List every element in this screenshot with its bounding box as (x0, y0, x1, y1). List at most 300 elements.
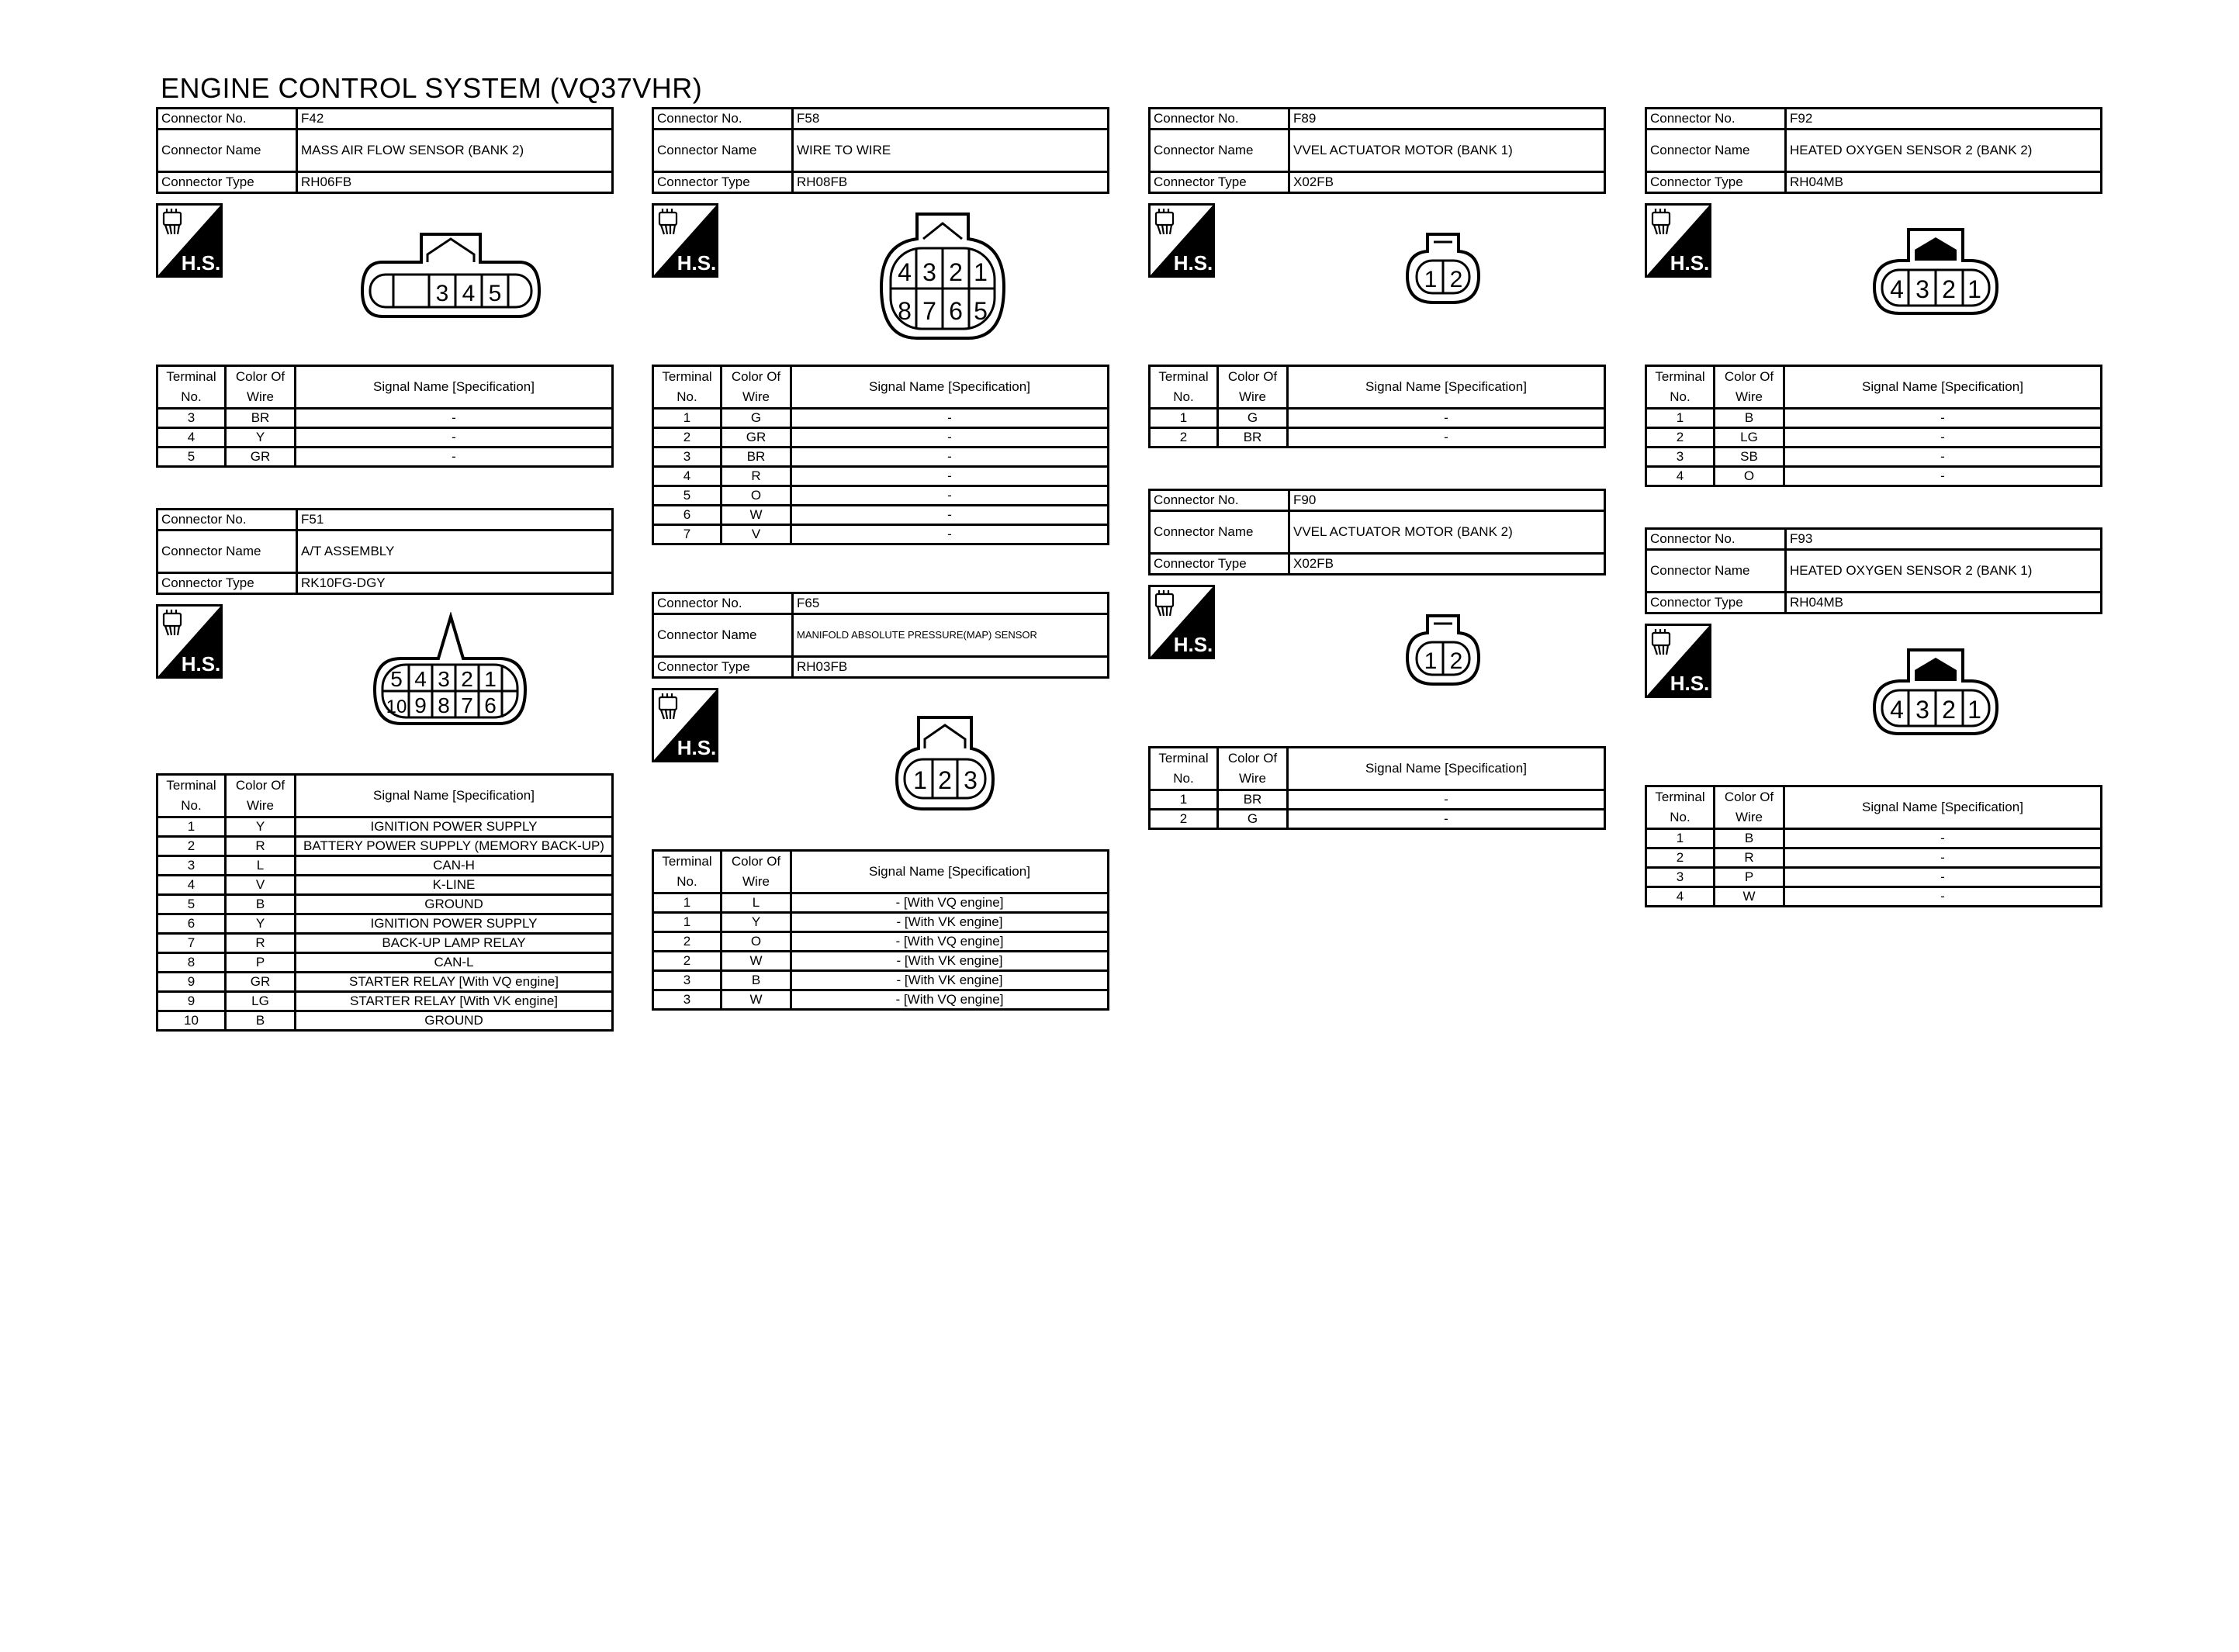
terminal-number-cell: 1 (653, 409, 722, 428)
signal-name-cell: - (1288, 409, 1605, 428)
signal-header: Signal Name [Specification] (1784, 786, 2102, 829)
table-row (157, 973, 613, 992)
connector-no-label: Connector No. (1646, 109, 1786, 130)
table-row (1646, 887, 2102, 907)
terminal-number-cell: 2 (1150, 810, 1218, 829)
connector-no-label: Connector No. (157, 109, 297, 130)
pin-label: 4 (898, 258, 912, 286)
pin-label: 10 (386, 696, 407, 717)
pin-label: 3 (1915, 275, 1929, 303)
signal-name-cell: - [With VQ engine] (791, 893, 1109, 913)
pin-label: 5 (390, 667, 403, 691)
connector-type-label: Connector Type (653, 657, 793, 678)
pin-label: H.S. (677, 736, 717, 759)
table-row (653, 990, 1109, 1010)
signal-header: Signal Name [Specification] (1288, 748, 1605, 790)
harness-side-icon (1645, 203, 1711, 278)
harness-side-icon (652, 203, 718, 278)
table-row (653, 428, 1109, 448)
terminal-number-cell: 9 (157, 973, 226, 992)
terminal-number-cell: 7 (157, 934, 226, 953)
connector-header (1148, 107, 1606, 194)
terminal-header (1646, 366, 1715, 409)
table-row (157, 895, 613, 914)
connector-type-label: Connector Type (157, 573, 297, 594)
signal-name-cell: - [With VK engine] (791, 971, 1109, 990)
wire-color-cell: P (1715, 868, 1784, 887)
connector-type-label: Connector Type (157, 172, 297, 193)
table-row (653, 467, 1109, 486)
header-text: Color Of (1227, 751, 1278, 766)
connector-no-value: F92 (1786, 109, 2102, 130)
wire-color-cell: BR (722, 448, 791, 467)
connector-f51 (156, 508, 614, 1032)
terminal-number-cell: 2 (653, 428, 722, 448)
terminal-header (1646, 786, 1715, 829)
header-text: Terminal (166, 778, 216, 793)
pin-label: 2 (461, 667, 473, 691)
signal-name-cell: - (1784, 409, 2102, 428)
table-row (157, 992, 613, 1011)
wire-color-cell: R (1715, 848, 1784, 868)
wire-color-cell: R (722, 467, 791, 486)
terminal-number-cell: 2 (157, 837, 226, 856)
wire-color-header (226, 775, 296, 817)
connector-name-label: Connector Name (157, 130, 297, 172)
signal-name-cell: BACK-UP LAMP RELAY (296, 934, 613, 953)
wire-color-cell: G (1218, 409, 1288, 428)
wire-color-header (1218, 748, 1288, 790)
connector-type-value: RH04MB (1786, 172, 2102, 193)
terminal-number-cell: 9 (157, 992, 226, 1011)
header-text: Wire (247, 389, 274, 404)
wire-color-cell: O (1715, 467, 1784, 486)
wire-color-header (722, 851, 791, 893)
header-text: No. (1173, 771, 1194, 786)
signal-name-cell: K-LINE (296, 876, 613, 895)
pin-label: 3 (438, 667, 450, 691)
pin-label: 1 (1424, 267, 1438, 292)
header-text: Terminal (1655, 790, 1705, 804)
table-row (1646, 829, 2102, 848)
harness-side-icon (1148, 585, 1215, 659)
connector-name-value: WIRE TO WIRE (793, 130, 1109, 172)
pin-label: 3 (922, 258, 936, 286)
signal-header: Signal Name [Specification] (1288, 366, 1605, 409)
signal-name-cell: - (791, 525, 1109, 544)
signal-name-cell: - (1288, 790, 1605, 810)
pin-label: 5 (488, 281, 502, 306)
terminal-number-cell: 5 (157, 895, 226, 914)
connector-type-value: RH06FB (297, 172, 613, 193)
signal-name-cell: - (296, 428, 613, 448)
pin-label: 2 (1942, 696, 1956, 724)
pin-label: 2 (949, 258, 963, 286)
header-text: Wire (742, 389, 770, 404)
signal-name-cell: - (791, 486, 1109, 506)
table-row (1150, 428, 1605, 448)
signal-name-cell: - (791, 448, 1109, 467)
connector-type-label: Connector Type (653, 172, 793, 193)
wire-color-cell: G (722, 409, 791, 428)
harness-side-icon (652, 688, 718, 762)
signal-name-cell: - [With VK engine] (791, 952, 1109, 971)
header-text: Wire (1735, 389, 1763, 404)
table-row (157, 856, 613, 876)
pin-label: 7 (922, 297, 936, 325)
terminal-number-cell: 1 (1150, 790, 1218, 810)
header-text: Color Of (1724, 369, 1774, 384)
terminal-number-cell: 1 (653, 893, 722, 913)
connector-type-value: RK10FG-DGY (297, 573, 613, 594)
connector-f90 (1148, 489, 1606, 830)
pin-label: 2 (938, 766, 952, 794)
connector-f93 (1645, 527, 2102, 907)
terminal-number-cell: 2 (653, 952, 722, 971)
header-text: Wire (247, 798, 274, 813)
terminal-number-cell: 1 (1646, 829, 1715, 848)
connector-f42 (156, 107, 614, 468)
wire-color-header (1715, 366, 1784, 409)
signal-name-cell: GROUND (296, 1011, 613, 1031)
signal-name-cell: - (1288, 810, 1605, 829)
signal-name-cell: - [With VK engine] (791, 913, 1109, 932)
wire-color-cell: B (226, 895, 296, 914)
terminal-number-cell: 4 (157, 876, 226, 895)
signal-name-cell: CAN-L (296, 953, 613, 973)
connector-no-label: Connector No. (1646, 529, 1786, 550)
header-text: Wire (742, 874, 770, 889)
wire-color-cell: SB (1715, 448, 1784, 467)
connector-f92-diagram (1870, 225, 2002, 318)
harness-side-icon (156, 604, 223, 679)
terminal-table (652, 365, 1109, 545)
terminal-number-cell: 1 (653, 913, 722, 932)
terminal-table (1645, 365, 2102, 487)
terminal-number-cell: 6 (653, 506, 722, 525)
table-row (653, 952, 1109, 971)
wire-color-cell: BR (226, 409, 296, 428)
header-text: No. (1670, 389, 1690, 404)
table-row (653, 893, 1109, 913)
signal-name-cell: - (1784, 868, 2102, 887)
signal-header: Signal Name [Specification] (296, 366, 613, 409)
header-text: No. (1173, 389, 1194, 404)
wire-color-cell: GR (722, 428, 791, 448)
connector-name-value: A/T ASSEMBLY (297, 531, 613, 573)
pin-label: 1 (1967, 275, 1981, 303)
table-row (1150, 409, 1605, 428)
wire-color-cell: L (722, 893, 791, 913)
connector-f51-diagram (370, 612, 530, 728)
page-title: ENGINE CONTROL SYSTEM (VQ37VHR) (161, 72, 703, 104)
terminal-number-cell: 1 (1646, 409, 1715, 428)
pin-label: 2 (1449, 648, 1463, 674)
header-text: Terminal (1158, 751, 1209, 766)
connector-no-value: F58 (793, 109, 1109, 130)
header-text: Terminal (1655, 369, 1705, 384)
pin-label: 4 (414, 667, 427, 691)
signal-header: Signal Name [Specification] (296, 775, 613, 817)
connector-f65 (652, 592, 1109, 1011)
terminal-number-cell: 5 (157, 448, 226, 467)
pin-label: 5 (974, 297, 988, 325)
pin-label: 6 (949, 297, 963, 325)
table-row (157, 914, 613, 934)
terminal-number-cell: 2 (1150, 428, 1218, 448)
table-row (1646, 848, 2102, 868)
signal-name-cell: CAN-H (296, 856, 613, 876)
wire-color-cell: W (722, 506, 791, 525)
terminal-number-cell: 3 (1646, 868, 1715, 887)
terminal-number-cell: 3 (653, 448, 722, 467)
terminal-number-cell: 5 (653, 486, 722, 506)
terminal-number-cell: 4 (157, 428, 226, 448)
pin-label: 1 (484, 667, 497, 691)
wire-color-header (226, 366, 296, 409)
connector-name-label: Connector Name (1150, 130, 1289, 172)
pin-label: H.S. (677, 251, 717, 275)
signal-name-cell: STARTER RELAY [With VQ engine] (296, 973, 613, 992)
terminal-table (156, 365, 614, 468)
connector-f58 (652, 107, 1109, 545)
table-row (653, 448, 1109, 467)
connector-header (652, 592, 1109, 679)
pin-label: H.S. (1670, 251, 1710, 275)
terminal-number-cell: 3 (157, 856, 226, 876)
connector-name-label: Connector Name (1646, 550, 1786, 593)
terminal-table (1148, 746, 1606, 830)
table-row (1646, 409, 2102, 428)
terminal-number-cell: 3 (653, 990, 722, 1010)
pin-label: 4 (1890, 696, 1904, 724)
connector-name-label: Connector Name (653, 614, 793, 657)
column-2 (652, 107, 1109, 1011)
header-text: Terminal (662, 854, 712, 869)
wire-color-cell: GR (226, 448, 296, 467)
table-row (1150, 790, 1605, 810)
terminal-header (1150, 748, 1218, 790)
signal-header: Signal Name [Specification] (1784, 366, 2102, 409)
signal-header: Signal Name [Specification] (791, 851, 1109, 893)
terminal-header (157, 775, 226, 817)
table-row (157, 409, 613, 428)
signal-name-cell: - (1784, 848, 2102, 868)
connector-no-label: Connector No. (1150, 109, 1289, 130)
connector-header (652, 107, 1109, 194)
wire-color-cell: BR (1218, 790, 1288, 810)
connector-f89-diagram (1403, 230, 1483, 306)
pin-label: H.S. (181, 652, 221, 676)
table-row (653, 506, 1109, 525)
pin-label: 1 (913, 766, 927, 794)
terminal-number-cell: 3 (1646, 448, 1715, 467)
table-row (653, 913, 1109, 932)
connector-name-label: Connector Name (653, 130, 793, 172)
wire-color-cell: W (1715, 887, 1784, 907)
pin-label: H.S. (1173, 633, 1213, 656)
header-text: Terminal (166, 369, 216, 384)
connector-header (156, 107, 614, 194)
wire-color-cell: P (226, 953, 296, 973)
connector-header (1645, 527, 2102, 614)
connector-type-value: X02FB (1289, 554, 1605, 575)
connector-no-value: F51 (297, 510, 613, 531)
connector-type-value: RH08FB (793, 172, 1109, 193)
connector-f93-diagram (1870, 645, 2002, 738)
signal-name-cell: STARTER RELAY [With VK engine] (296, 992, 613, 1011)
pin-label: 2 (1449, 267, 1463, 292)
signal-name-cell: - (1784, 428, 2102, 448)
table-row (157, 876, 613, 895)
signal-name-cell: - (791, 409, 1109, 428)
table-row (157, 448, 613, 467)
wire-color-cell: BR (1218, 428, 1288, 448)
connector-type-label: Connector Type (1646, 172, 1786, 193)
terminal-table (652, 849, 1109, 1011)
terminal-table (156, 773, 614, 1032)
connector-name-label: Connector Name (1646, 130, 1786, 172)
wire-color-cell: W (722, 952, 791, 971)
wire-color-cell: B (1715, 829, 1784, 848)
connector-no-value: F93 (1786, 529, 2102, 550)
header-text: Color Of (1724, 790, 1774, 804)
signal-name-cell: GROUND (296, 895, 613, 914)
table-row (157, 934, 613, 953)
connector-header (1148, 489, 1606, 575)
header-text: Wire (1239, 389, 1266, 404)
signal-name-cell: - (1784, 467, 2102, 486)
terminal-header (653, 851, 722, 893)
terminal-number-cell: 6 (157, 914, 226, 934)
connector-no-label: Connector No. (157, 510, 297, 531)
signal-name-cell: BATTERY POWER SUPPLY (MEMORY BACK-UP) (296, 837, 613, 856)
wire-color-cell: L (226, 856, 296, 876)
harness-side-icon (156, 203, 223, 278)
terminal-number-cell: 4 (653, 467, 722, 486)
signal-name-cell: - (791, 428, 1109, 448)
table-row (653, 932, 1109, 952)
terminal-number-cell: 7 (653, 525, 722, 544)
pin-label: 1 (1424, 648, 1438, 674)
signal-name-cell: - [With VQ engine] (791, 932, 1109, 952)
header-text: No. (181, 798, 202, 813)
wire-color-cell: R (226, 934, 296, 953)
signal-name-cell: IGNITION POWER SUPPLY (296, 914, 613, 934)
connector-no-label: Connector No. (653, 593, 793, 614)
wire-color-cell: B (1715, 409, 1784, 428)
column-1 (156, 107, 614, 1032)
wire-color-cell: Y (226, 428, 296, 448)
header-text: Color Of (235, 369, 285, 384)
pin-label: 4 (462, 281, 476, 306)
connector-type-label: Connector Type (1150, 172, 1289, 193)
connector-no-value: F42 (297, 109, 613, 130)
header-text: Terminal (662, 369, 712, 384)
wire-color-cell: LG (226, 992, 296, 1011)
terminal-table (1645, 785, 2102, 907)
pin-label: 8 (898, 297, 912, 325)
terminal-number-cell: 4 (1646, 467, 1715, 486)
connector-no-value: F89 (1289, 109, 1605, 130)
connector-f89 (1148, 107, 1606, 448)
connector-type-value: X02FB (1289, 172, 1605, 193)
connector-name-value: HEATED OXYGEN SENSOR 2 (BANK 2) (1786, 130, 2102, 172)
connector-no-label: Connector No. (653, 109, 793, 130)
pin-label: 6 (484, 693, 497, 717)
signal-name-cell: - [With VQ engine] (791, 990, 1109, 1010)
connector-f65-diagram (892, 713, 998, 814)
table-row (157, 428, 613, 448)
pin-label: 4 (1890, 275, 1904, 303)
terminal-number-cell: 8 (157, 953, 226, 973)
connector-name-value: VVEL ACTUATOR MOTOR (BANK 1) (1289, 130, 1605, 172)
wire-color-cell: B (226, 1011, 296, 1031)
header-text: No. (1670, 810, 1690, 824)
header-text: No. (677, 874, 697, 889)
table-row (653, 409, 1109, 428)
wire-color-cell: Y (226, 914, 296, 934)
wire-color-cell: LG (1715, 428, 1784, 448)
signal-name-cell: - (791, 506, 1109, 525)
connector-type-label: Connector Type (1646, 593, 1786, 613)
table-row (1646, 467, 2102, 486)
pin-label: 3 (1915, 696, 1929, 724)
terminal-number-cell: 3 (653, 971, 722, 990)
connector-name-value: VVEL ACTUATOR MOTOR (BANK 2) (1289, 511, 1605, 554)
pin-label: H.S. (1173, 251, 1213, 275)
terminal-number-cell: 1 (1150, 409, 1218, 428)
connector-name-value: HEATED OXYGEN SENSOR 2 (BANK 1) (1786, 550, 2102, 593)
pin-label: 7 (461, 693, 473, 717)
connector-type-value: RH03FB (793, 657, 1109, 678)
connector-name-label: Connector Name (157, 531, 297, 573)
signal-name-cell: - (296, 409, 613, 428)
wire-color-cell: O (722, 932, 791, 952)
table-row (157, 953, 613, 973)
table-row (653, 525, 1109, 544)
pin-label: 1 (1967, 696, 1981, 724)
signal-name-cell: - (791, 467, 1109, 486)
signal-name-cell: IGNITION POWER SUPPLY (296, 817, 613, 837)
terminal-number-cell: 10 (157, 1011, 226, 1031)
terminal-number-cell: 2 (653, 932, 722, 952)
pin-label: 3 (964, 766, 978, 794)
wire-color-cell: V (226, 876, 296, 895)
wire-color-cell: V (722, 525, 791, 544)
connector-type-label: Connector Type (1150, 554, 1289, 575)
terminal-table (1148, 365, 1606, 448)
signal-name-cell: - (1784, 448, 2102, 467)
connector-f42-diagram (359, 223, 542, 320)
signal-name-cell: - (296, 448, 613, 467)
connector-type-value: RH04MB (1786, 593, 2102, 613)
connector-f58-diagram (877, 209, 1009, 341)
connector-f90-diagram (1403, 611, 1483, 687)
connector-no-value: F65 (793, 593, 1109, 614)
wire-color-cell: GR (226, 973, 296, 992)
terminal-number-cell: 2 (1646, 428, 1715, 448)
connector-name-value: MASS AIR FLOW SENSOR (BANK 2) (297, 130, 613, 172)
table-row (157, 817, 613, 837)
column-4 (1645, 107, 2102, 907)
harness-side-icon (1148, 203, 1215, 278)
connector-no-value: F90 (1289, 490, 1605, 511)
terminal-number-cell: 3 (157, 409, 226, 428)
table-row (1150, 810, 1605, 829)
wire-color-cell: O (722, 486, 791, 506)
header-text: No. (181, 389, 202, 404)
